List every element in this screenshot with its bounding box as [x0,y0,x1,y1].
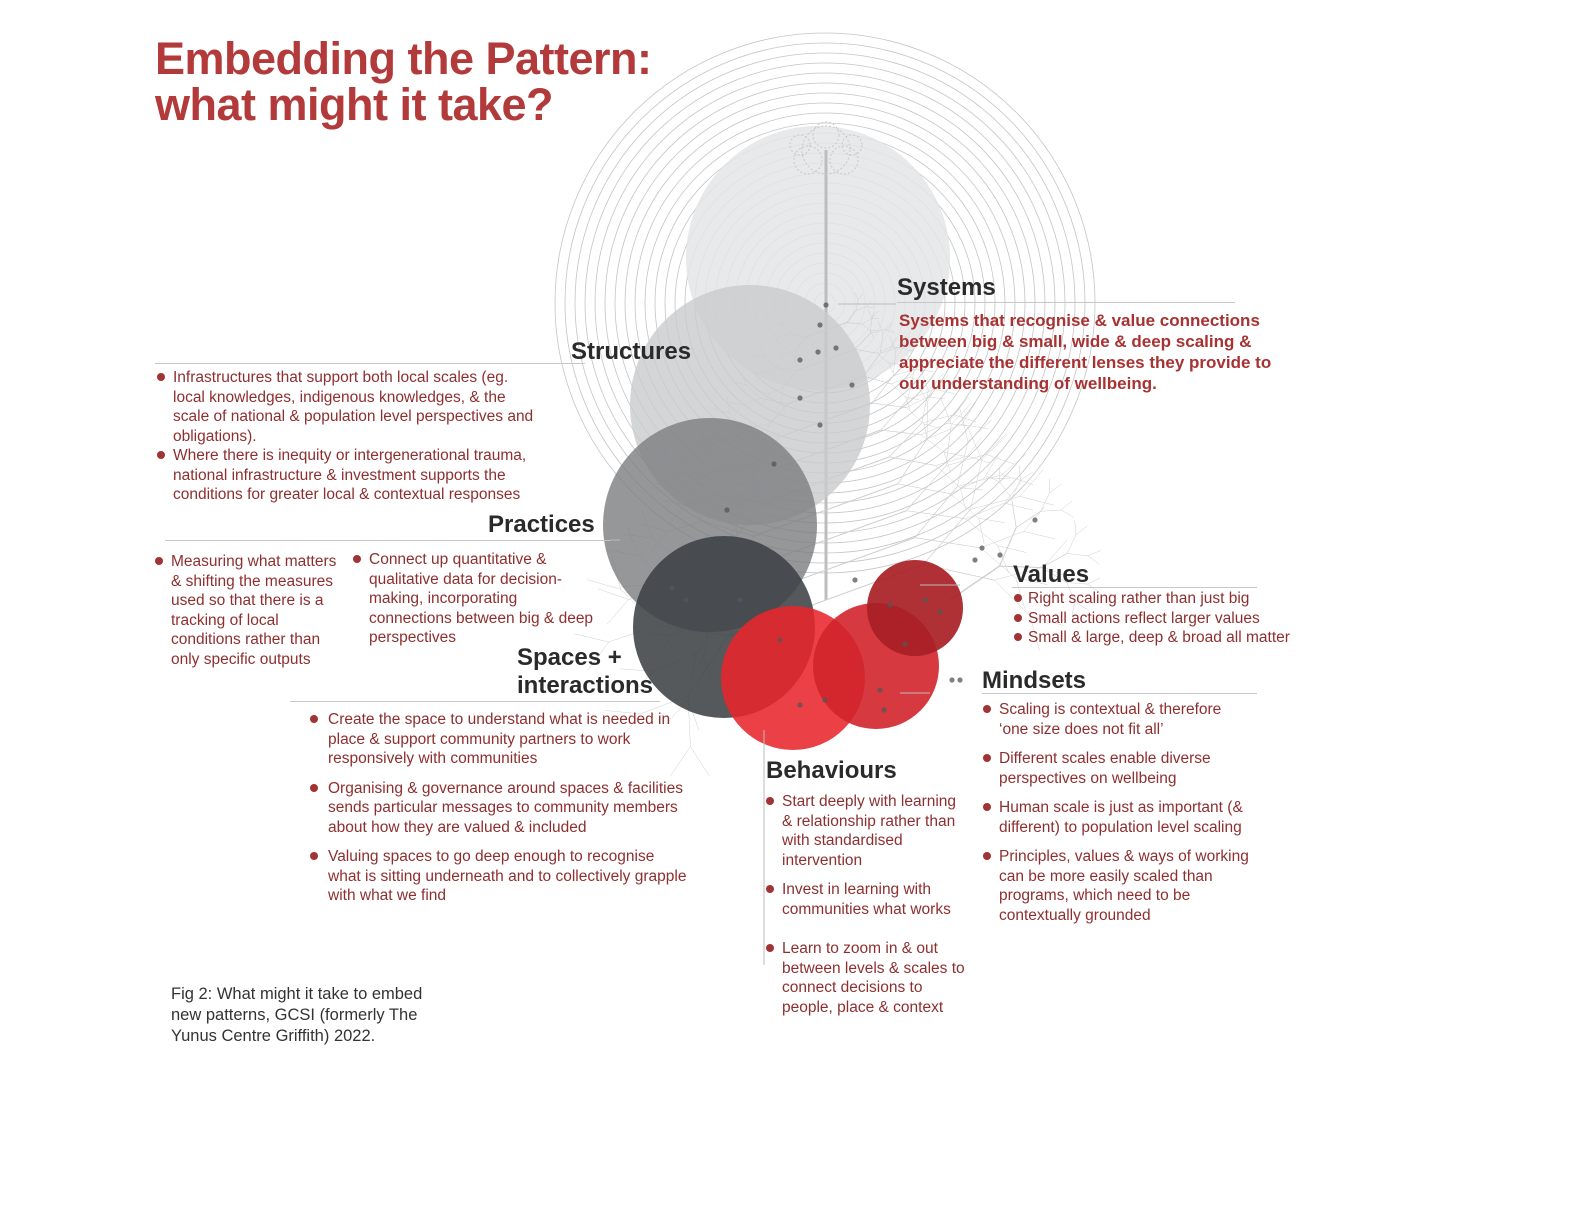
dot [902,641,907,646]
tree-branch [957,475,1002,487]
tree-branch [928,397,945,399]
tree-branch [980,548,1015,578]
tree-branch [607,600,628,625]
tree-branch [1020,470,1043,497]
tree-branch [950,494,978,519]
dot [887,602,892,607]
tree-branch [1041,510,1062,511]
dot [771,461,776,466]
caption-line-2: new patterns, GCSI (formerly The [171,1006,418,1024]
title-line-2: what might it take? [155,79,554,130]
tree-branch [1012,499,1017,528]
tree-branch [906,466,946,511]
practices-list-left [155,552,347,669]
list-item: Measuring what matters & shifting the measures used so that there is a tracking of local conditions rather than only specific outputs [155,552,347,669]
list-item: Connect up quantitative & qualitative data for decision-making, incorporating connections between big & deep perspectives [353,550,603,648]
list-item: Human scale is just as important (& different) to population level scaling [983,798,1253,837]
dot [922,597,927,602]
tree-branch [998,546,1027,553]
list-item: Principles, values & ways of working can be more easily scaled than programs, which need to be contextually grounded [983,847,1253,925]
tree-branch [927,425,962,439]
figure-caption [171,984,471,1047]
values-rule [1012,587,1257,588]
tree-branch [1067,553,1087,556]
structures-heading: Structures [571,338,692,365]
dot [881,707,886,712]
list-item: Learn to zoom in & out between levels & scales to connect decisions to people, place & context [766,939,966,1017]
dot [957,677,962,682]
list-item: Different scales enable diverse perspectives on wellbeing [983,749,1253,788]
dot [852,577,857,582]
values-circle [867,560,963,656]
tree-branch [826,511,906,540]
tree-branch [1076,526,1087,535]
mindsets-list [983,700,1253,925]
systems-heading: Systems [897,274,996,301]
tree-branch [948,408,961,424]
title-line-1: Embedding the Pattern: [155,33,652,84]
tree-branch [980,531,1023,547]
tree-branch [889,423,922,457]
tree-branch [921,435,944,452]
dot [833,345,838,350]
tree-branch [1088,550,1101,556]
tree-branch [881,430,922,435]
page-title [155,33,652,130]
list-item: Organising & governance around spaces & facilities sends particular messages to community members about how they are valued & included [310,779,690,838]
tree-branch [1088,556,1100,564]
tree-branch [1075,520,1076,534]
tree-branch [1061,501,1072,510]
tree-branch [940,397,951,424]
tree-branch [1024,531,1056,539]
tree-branch [967,456,989,463]
list-item: Invest in learning with communities what works [766,880,966,919]
tree-branch [1002,475,1033,485]
dot [822,697,827,702]
dot [997,552,1002,557]
dot [797,702,802,707]
tree-branch [1005,503,1034,510]
tree-branch [881,400,908,431]
practices-rule [165,540,610,541]
dot [797,357,802,362]
practices-heading: Practices [488,511,595,538]
mindsets-heading: Mindsets [982,667,1087,694]
tree-branch [1019,466,1021,480]
spaces-heading-line-1: Spaces + [517,644,622,671]
tree-branch [906,397,928,408]
structures-list [157,368,542,505]
dot [724,507,729,512]
dot [979,545,984,550]
dot [797,395,802,400]
tree-branch [944,452,964,456]
list-item: Infrastructures that support both local scales (eg. local knowledges, indigenous knowledges, & the scale of national & population level perspectives and obligations). [157,368,542,446]
tree-branch [968,420,992,442]
caption-line-1: Fig 2: What might it take to embed [171,985,423,1003]
tree-branch [1021,472,1033,480]
spaces-list [310,710,690,906]
spaces-rule [290,701,660,702]
list-item: Small actions reflect larger values [1014,609,1314,629]
dot [849,382,854,387]
behaviours-list [766,792,966,1017]
values-heading: Values [1013,561,1090,588]
dot [737,597,742,602]
tree-branch [927,402,928,439]
list-item: Start deeply with learning & relationship rather than with standardised intervention [766,792,966,870]
dot [815,349,820,354]
mindsets-rule [982,693,1257,694]
tree-branch [923,509,970,564]
spaces-heading [517,644,653,700]
tree-branch [954,397,969,415]
tree-branch [1061,510,1073,517]
dot [949,677,954,682]
structures-rule [155,363,585,364]
systems-rule [897,302,1235,303]
tree-branch [898,439,927,484]
dot [972,557,977,562]
dot [669,585,674,590]
caption-line-3: Yunus Centre Griffith) 2022. [171,1027,376,1045]
tree-branch [690,747,709,777]
list-item: Where there is inequity or intergenerational trauma, national infrastructure & investment supports the conditions for greater local & contextual responses [157,446,542,505]
dot [823,302,828,307]
list-item: Scaling is contextual & therefore ‘one size does not fit all’ [983,700,1253,739]
dot [777,637,782,642]
values-list [1014,589,1314,648]
tree-branch [1067,535,1076,554]
behaviours-heading: Behaviours [766,757,897,784]
dot [877,687,882,692]
spaces-heading-line-2: interactions [517,672,654,699]
tree-branch [986,433,1006,454]
practices-list-right [353,550,603,648]
list-item: Valuing spaces to go deep enough to recognise what is sitting underneath and to collectively grapple with what we find [310,847,690,906]
tree-branch [936,466,961,488]
dot [937,609,942,614]
tree-branch [960,488,983,490]
list-item: Small & large, deep & broad all matter [1014,628,1314,648]
tree-branch [1050,484,1062,493]
dot [817,322,822,327]
tree-branch [1020,496,1054,505]
list-item: Right scaling rather than just big [1014,589,1314,609]
dot [683,597,688,602]
tree-branch [1087,578,1100,584]
tree-branch [1000,482,1012,499]
dot [1032,517,1037,522]
systems-text: Systems that recognise & value connections between big & small, wide & deep scaling & appreciate the different lenses they provide to our understanding of wellbeing. [899,311,1272,393]
list-item: Create the space to understand what is needed in place & support community partners to work responsively with communities [310,710,690,769]
dot [817,422,822,427]
